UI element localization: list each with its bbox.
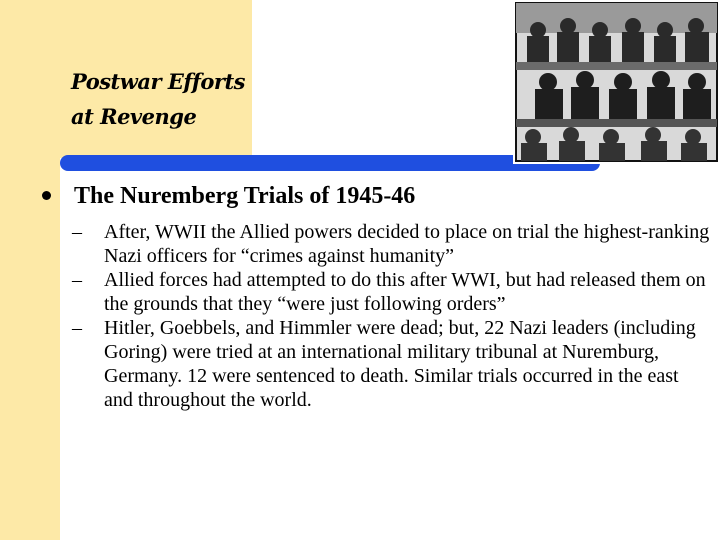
- slide-title: Postwar Efforts at Revenge: [71, 69, 245, 129]
- sub-point-text: Hitler, Goebbels, and Himmler were dead; but, 22 Nazi leaders (including Goring) were tried at an international military tribunal at Nuremburg, Germany. 12 were sentenced to death. Similar trials occurred in the east and throughout the world.: [104, 317, 696, 411]
- sub-point: [72, 268, 712, 316]
- dash-marker: –: [72, 317, 82, 339]
- sub-point: [72, 316, 712, 412]
- dash-marker: –: [72, 269, 82, 291]
- sub-point: [72, 220, 712, 268]
- sub-point-text: After, WWII the Allied powers decided to place on trial the highest-ranking Nazi officers for “crimes against humanity”: [104, 221, 710, 267]
- sub-points-list: [72, 220, 712, 412]
- historical-photo: [513, 0, 720, 164]
- main-point-text: The Nuremberg Trials of 1945-46: [74, 183, 416, 209]
- dash-marker: –: [72, 221, 82, 243]
- sub-point-text: Allied forces had attempted to do this after WWI, but had released them on the grounds that they “were just following orders”: [104, 269, 706, 315]
- bullet-dot-icon: [42, 191, 51, 200]
